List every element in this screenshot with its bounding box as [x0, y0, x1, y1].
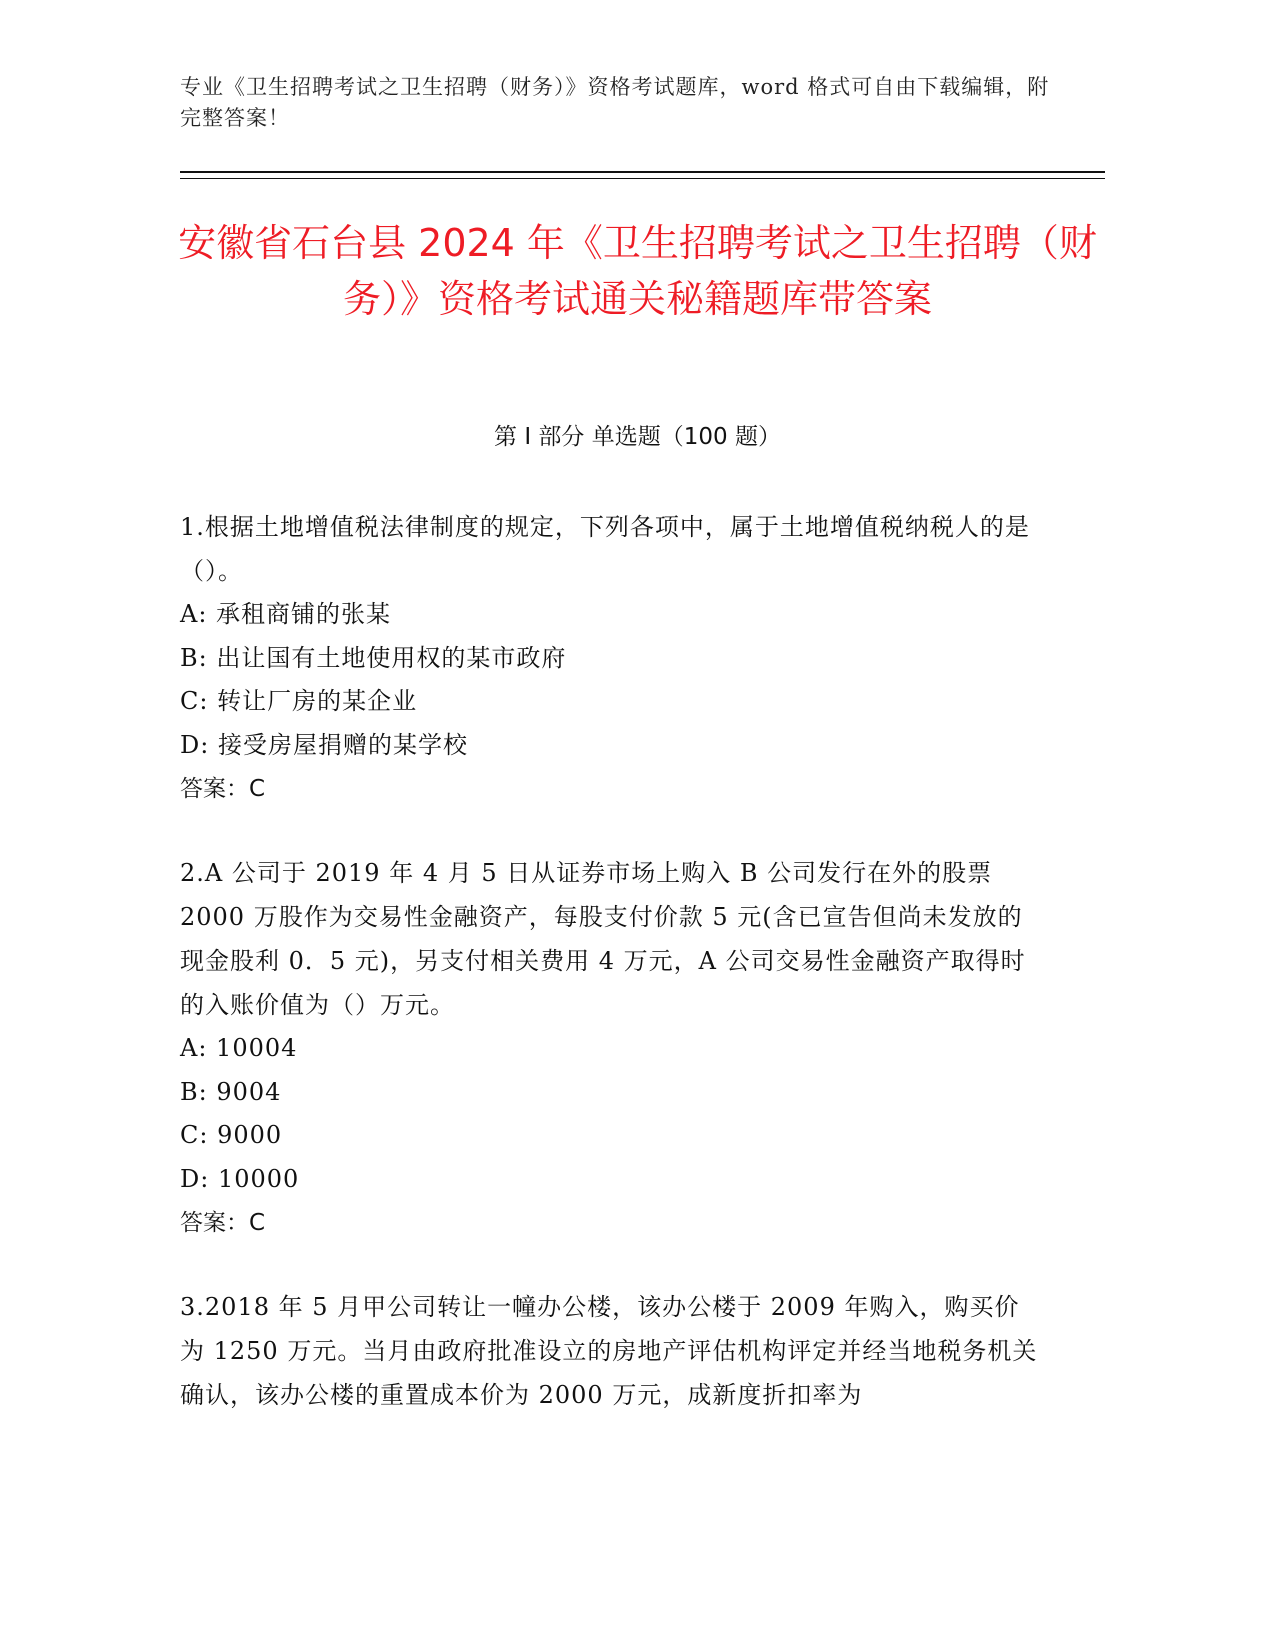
option-c: C: 转让厂房的某企业 [180, 687, 418, 715]
question-2 [180, 851, 1040, 1245]
question-list [180, 505, 1040, 1457]
section-title: 第 I 部分 单选题（100 题） [494, 424, 781, 450]
answer-line: 答案：C [180, 1210, 266, 1236]
option-a: A: 承租商铺的张某 [180, 600, 392, 628]
document-title: 安徽省石台县 2024 年《卫生招聘考试之卫生招聘（财务）》资格考试通关秘籍题库带答案 [178, 221, 1097, 321]
option-a: A: 10004 [180, 1034, 298, 1062]
question-3 [180, 1285, 1040, 1417]
option-d: D: 10000 [180, 1164, 300, 1193]
answer-line: 答案：C [180, 776, 266, 802]
header-rule-thick [180, 171, 1105, 173]
option-c: C: 9000 [180, 1121, 283, 1149]
option-b: B: 9004 [180, 1077, 282, 1106]
option-b: B: 出让国有土地使用权的某市政府 [180, 643, 567, 672]
question-stem: 2.A 公司于 2019 年 4 月 5 日从证券市场上购入 B 公司发行在外的股票 2000 万股作为交易性金融资产，每股支付价款 5 元(含已宣告但尚未发放的现金股利 0．5 元)，另支付相关费用 4 万元，A 公司交易性金融资产取得时的入账价值为（）万元。 [180, 859, 1026, 1019]
question-stem: 1.根据土地增值税法律制度的规定，下列各项中，属于土地增值税纳税人的是（）。 [180, 513, 1030, 585]
question-1 [180, 505, 1040, 811]
header-note: 专业《卫生招聘考试之卫生招聘（财务）》资格考试题库，word 格式可自由下载编辑，附完整答案！ [180, 75, 1050, 130]
question-stem: 3.2018 年 5 月甲公司转让一幢办公楼，该办公楼于 2009 年购入，购买价为 1250 万元。当月由政府批准设立的房地产评估机构评定并经当地税务机关确认，该办公楼的重置成本价为 2000 万元，成新度折扣率为 [180, 1293, 1038, 1409]
option-d: D: 接受房屋捐赠的某学校 [180, 730, 468, 759]
header-rule-thin [180, 178, 1105, 179]
